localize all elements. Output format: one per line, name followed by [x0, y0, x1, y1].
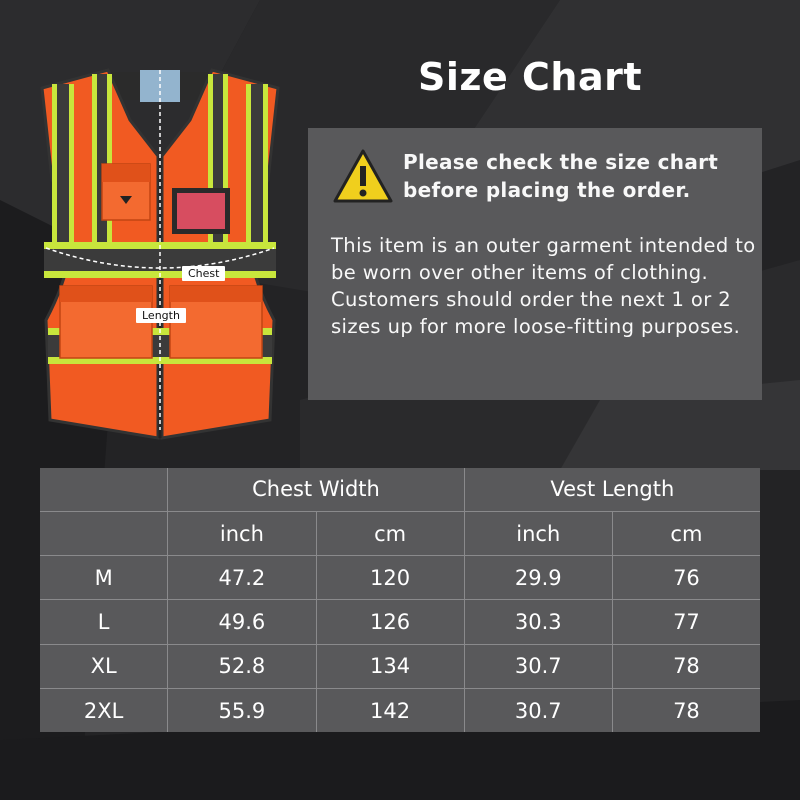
notice-panel: [308, 128, 762, 400]
unit-header: inch: [464, 511, 612, 555]
notice-body: This item is an outer garment intended to be worn over other items of clothing. Customers should order the next 1 or 2 sizes up for more loose-fitting purposes.: [331, 234, 756, 338]
length-cm-cell: 77: [612, 600, 760, 644]
length-inch-cell: 30.7: [464, 644, 612, 688]
size-cell: L: [40, 600, 168, 644]
length-label: Length: [136, 308, 186, 323]
chest-width-header: Chest Width: [168, 468, 464, 511]
chest-cm-cell: 126: [316, 600, 464, 644]
table-row: [40, 644, 760, 688]
size-cell: M: [40, 556, 168, 600]
length-inch-cell: 30.7: [464, 689, 612, 732]
chest-cm-cell: 142: [316, 689, 464, 732]
length-inch-cell: 29.9: [464, 556, 612, 600]
length-inch-cell: 30.3: [464, 600, 612, 644]
chest-inch-cell: 52.8: [168, 644, 316, 688]
size-table: [40, 468, 760, 732]
size-cell: 2XL: [40, 689, 168, 732]
length-cm-cell: 78: [612, 644, 760, 688]
table-row: [40, 689, 760, 732]
page-title: Size Chart: [417, 55, 642, 99]
unit-header: cm: [612, 511, 760, 555]
length-cm-cell: 78: [673, 698, 700, 723]
corner-cell: [40, 468, 168, 511]
chest-inch-cell: 47.2: [168, 556, 316, 600]
chest-inch-cell: 55.9: [168, 689, 316, 732]
warning-triangle-icon: [332, 148, 394, 204]
unit-header: inch: [168, 511, 316, 555]
table-row: [40, 556, 760, 600]
table-row: [40, 600, 760, 644]
chest-inch-cell: 49.6: [168, 600, 316, 644]
size-cell: XL: [40, 644, 168, 688]
safety-vest-image: [30, 60, 290, 450]
unit-header: cm: [316, 511, 464, 555]
chest-cm-cell: 120: [316, 556, 464, 600]
vest-length-header: Vest Length: [464, 468, 760, 511]
table-unit-header-row: [40, 511, 760, 555]
chest-cm-cell: 134: [316, 644, 464, 688]
chest-label: Chest: [182, 266, 225, 281]
length-cm-cell: 76: [612, 556, 760, 600]
notice-heading: Please check the size chart before placing the order.: [403, 150, 719, 202]
table-group-header-row: [40, 468, 760, 511]
corner-cell: [40, 511, 168, 555]
